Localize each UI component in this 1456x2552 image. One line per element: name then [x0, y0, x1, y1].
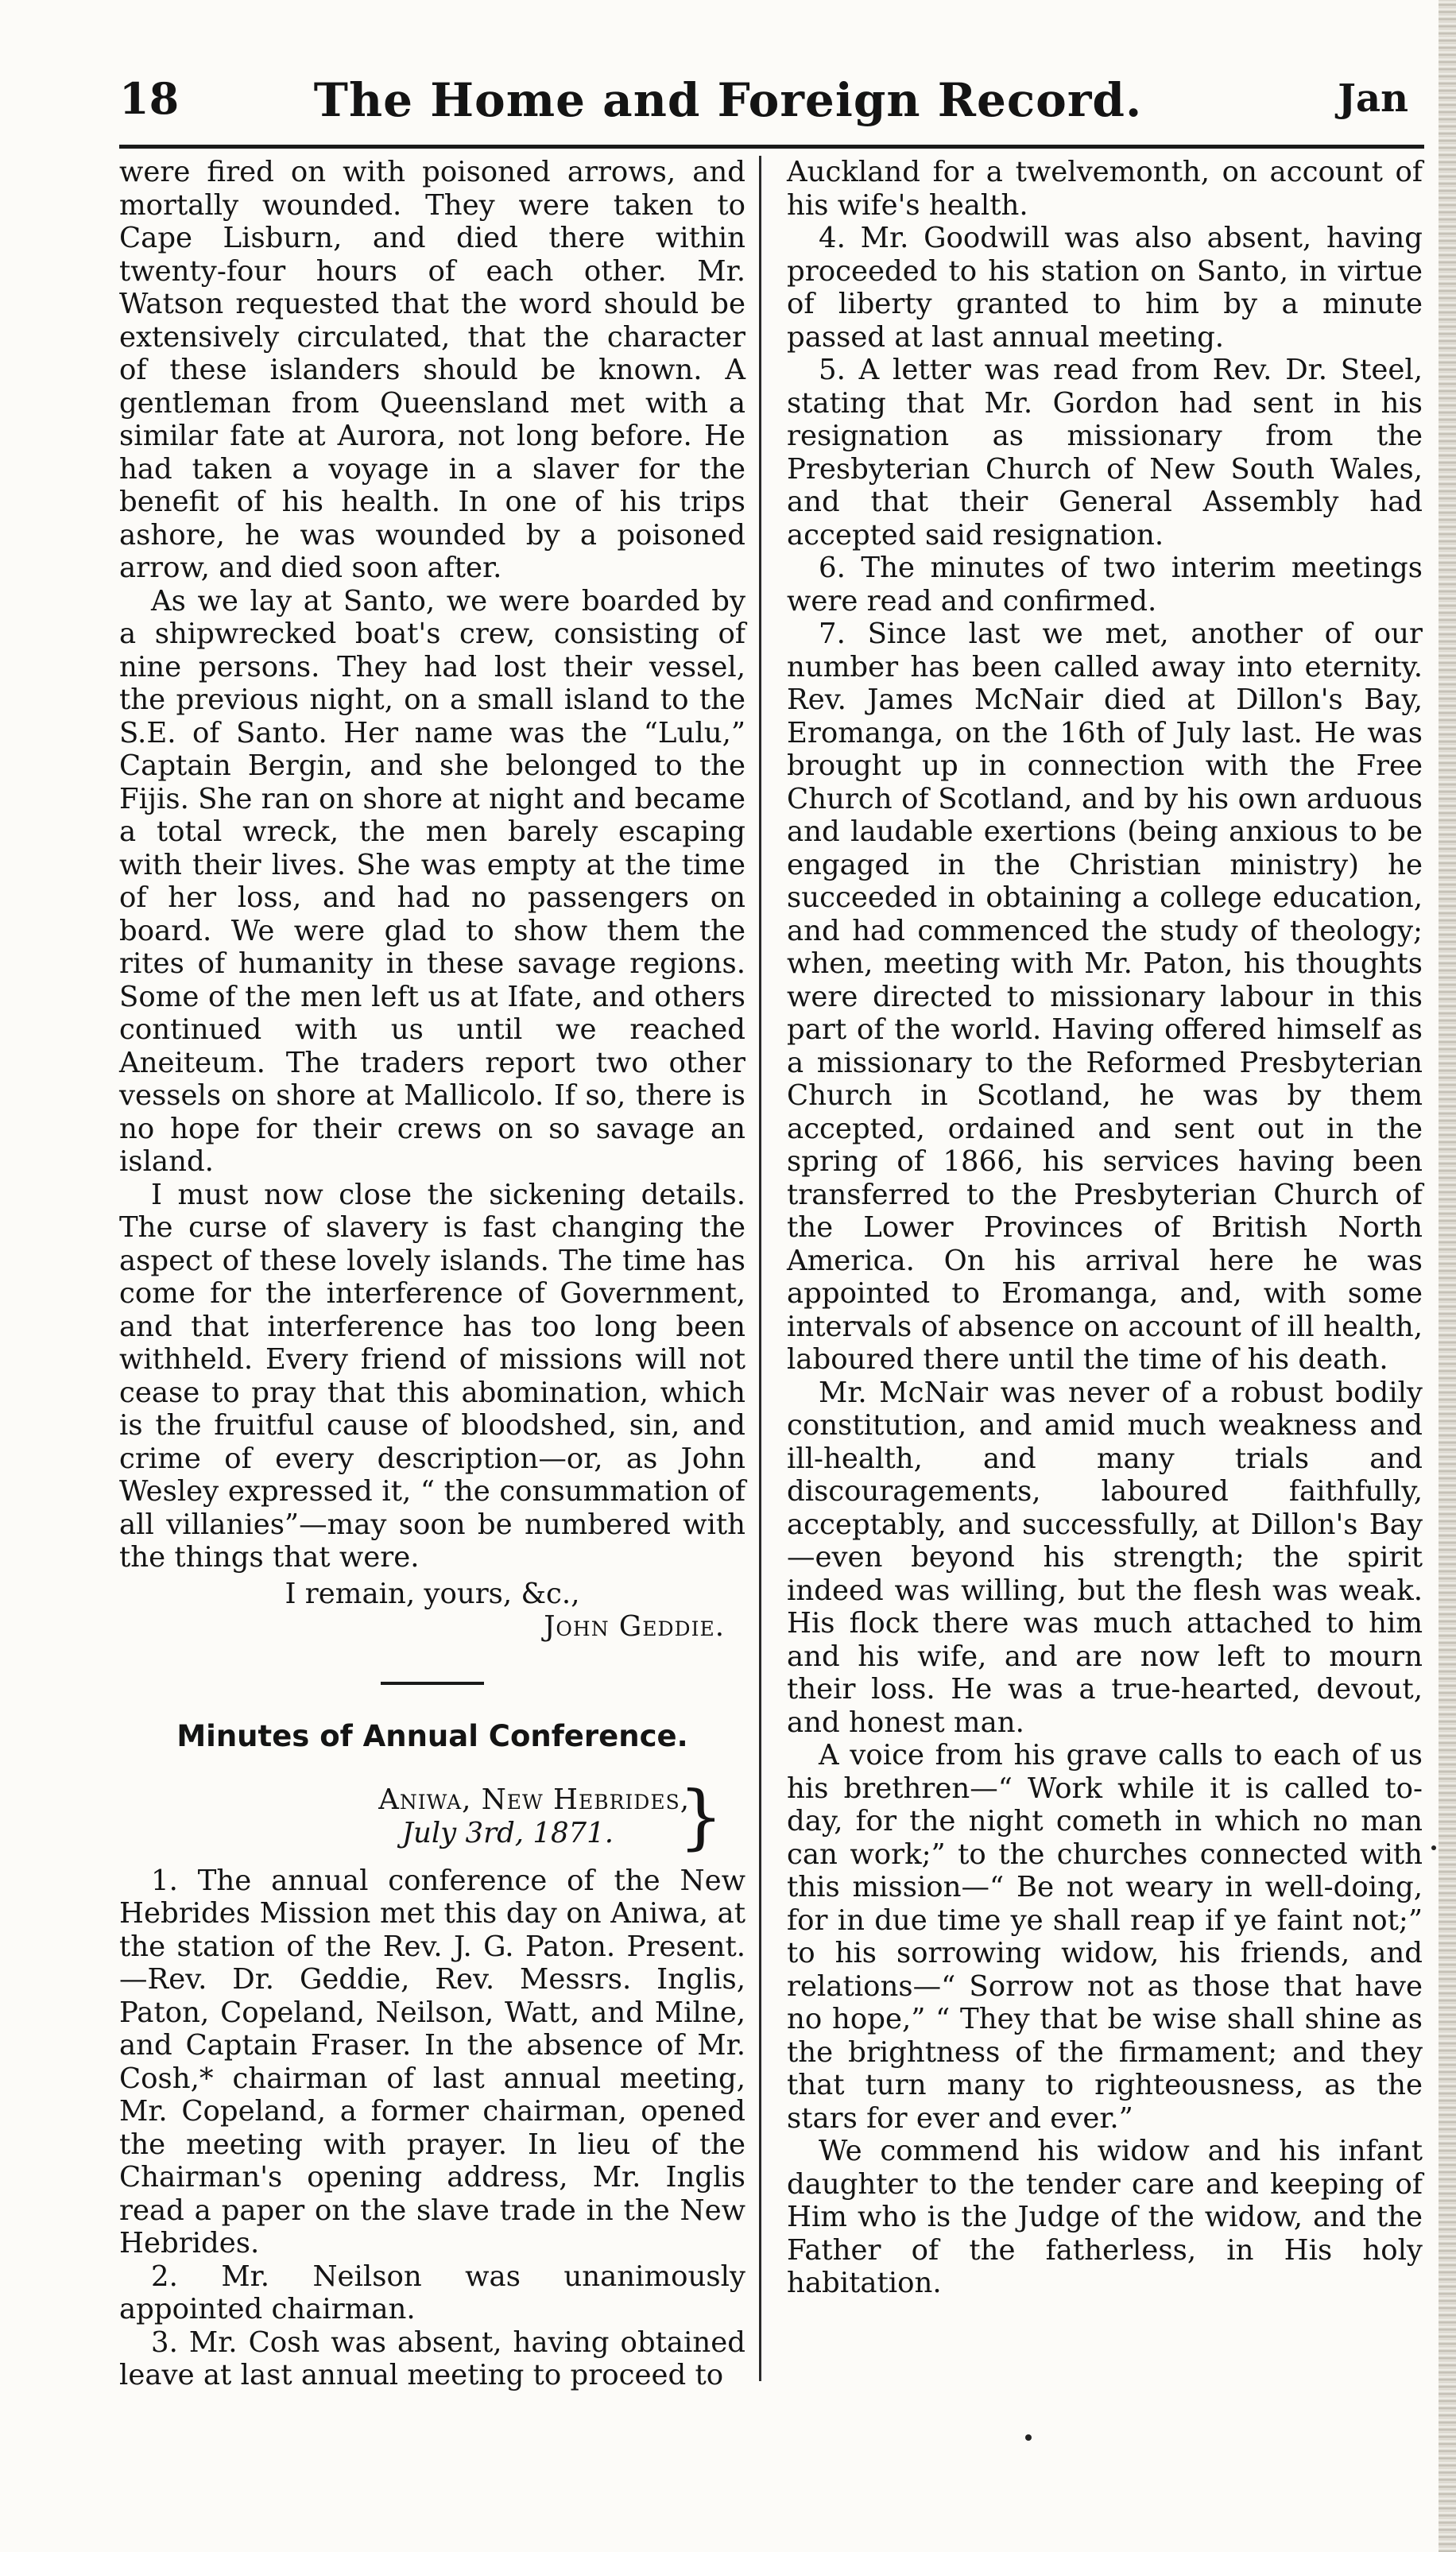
ink-speck — [1025, 2434, 1032, 2441]
dateline — [119, 1775, 745, 1860]
paragraph-mcnair-character: Mr. McNair was never of a robust bodily constitution, and amid much weakness and ill-health, and many trials and discouragements, laboured faithfully, acceptably, and successfully, at Dillon's Bay—even beyond his strength; the spirit indeed was willing, but the flesh was weak. His flock there was much attached to him and his wife, and are now left to mourn their loss. He was a true-hearted, devout, and honest man. — [787, 1376, 1423, 1739]
dateline-place: Aniwa, New Hebrides, — [378, 1783, 690, 1816]
minute-item-4: 4. Mr. Goodwill was also absent, having proceeded to his station on Santo, in virtue of liberty granted to him by a minute passed at last annual meeting. — [787, 222, 1423, 354]
page-number: 18 — [119, 73, 180, 124]
letter-signoff: I remain, yours, &c., — [285, 1577, 580, 1610]
minute-item-3: 3. Mr. Cosh was absent, having obtained leave at last annual meeting to proceed to — [119, 2325, 745, 2391]
paragraph-poisoned-arrows: were fired on with poisoned arrows, and mortally wounded. They were taken to Cape Lisburn, and died there within twenty-four hours of each other. Mr. Watson requested that the word should be extensively circulated, that the character of these islanders should be known. A gentleman from Queensland met with a similar fate at Aurora, not long before. He had taken a voyage in a slaver for the benefit of his health. In one of his trips ashore, he was wounded by a poisoned arrow, and died soon after. — [119, 156, 745, 584]
right-column — [787, 156, 1423, 2300]
paragraph-commend-widow: We commend his widow and his infant daughter to the tender care and keeping of Him who is the Judge of the widow, and the Father of the fatherless, in His holy habitation. — [787, 2135, 1423, 2299]
minute-item-7: 7. Since last we met, another of our number has been called away into eternity. Rev. James McNair died at Dillon's Bay, Eromanga, on the 16th of July last. He was brought up in connection with the Free Church of Scotland, and by his own arduous and laudable exertions (being anxious to be engaged in the Christian ministry) he succeeded in obtaining a college education, and had commenced the study of theology; when, meeting with Mr. Paton, his thoughts were directed to missionary labour in this part of the world. Having offered himself as a missionary to the Reformed Presbyterian Church in Scotland, he was by them accepted, ordained and sent out in the spring of 1866, his services having been transferred to the Presbyterian Church of the Lower Provinces of British North America. On his arrival here he was appointed to Eromanga, and, with some intervals of absence on account of ill health, laboured there until the time of his death. — [787, 618, 1423, 1376]
left-column — [119, 156, 745, 2392]
minute-item-6: 6. The minutes of two interim meetings were read and confirmed. — [787, 552, 1423, 618]
brace-glyph: } — [679, 1775, 723, 1857]
minute-item-1: 1. The annual conference of the New Hebrides Mission met this day on Aniwa, at the station of the Rev. J. G. Paton. Present.—Rev. Dr. Geddie, Rev. Messrs. Inglis, Paton, Copeland, Neilson, Watt, and Milne, and Captain Fraser. In the absence of Mr. Cosh,* chairman of last annual meeting, Mr. Copeland, a former chairman, opened the meeting with prayer. In lieu of the Chairman's opening address, Mr. Inglis read a paper on the slave trade in the New Hebrides. — [119, 1864, 745, 2260]
section-heading: Minutes of Annual Conference. — [176, 1718, 688, 1753]
header-rule — [119, 145, 1424, 149]
paragraph-voice-from-grave: A voice from his grave calls to each of us his brethren—“ Work while it is called to-day, for the night cometh in which no man can work;” to the churches connected with this mission—“ Be not weary in well-doing, for in due time ye shall reap if ye faint not;” to his sorrowing widow, his friends, and relations—“ Sorrow not as those that have no hope,” “ They that be wise shall shine as the brightness of the firmament; and they that turn many to righteousness, as the stars for ever and ever.” — [787, 1739, 1423, 2135]
issue-month: Jan — [1338, 76, 1408, 121]
page-header — [0, 0, 1456, 159]
minute-item-5: 5. A letter was read from Rev. Dr. Steel, stating that Mr. Gordon had sent in his resignation as missionary from the Presbyterian Church of New South Wales, and that their General Assembly had accepted said resignation. — [787, 354, 1423, 552]
ink-speck — [1431, 1845, 1436, 1850]
journal-title: The Home and Foreign Record. — [313, 73, 1143, 127]
dateline-date: July 3rd, 1871. — [401, 1816, 614, 1849]
paragraph-santo-shipwreck: As we lay at Santo, we were boarded by a shipwrecked boat's crew, consisting of nine persons. They had lost their vessel, the previous night, on a small island to the S.E. of Santo. Her name was the “Lulu,” Captain Bergin, and she belonged to the Fijis. She ran on shore at night and became a total wreck, the men barely escaping with their lives. She was empty at the time of her loss, and had no passengers on board. We were glad to show them the rites of humanity in these savage regions. Some of the men left us at Ifate, and others continued with us until we reached Aneiteum. The traders report two other vessels on shore at Mallicolo. If so, there is no hope for their crews on so savage an island. — [119, 584, 745, 1178]
section-divider-rule — [381, 1682, 484, 1685]
minute-item-2: 2. Mr. Neilson was unanimously appointed chairman. — [119, 2260, 745, 2325]
column-divider — [759, 156, 761, 2381]
page-edge-texture — [1439, 0, 1456, 2552]
paragraph-slavery-close: I must now close the sickening details. The curse of slavery is fast changing the aspect of these lovely islands. The time has come for the interference of Government, and that interference has too long been withheld. Every friend of missions will not cease to pray that this abomination, which is the fruitful cause of bloodshed, sin, and crime of every description—or, as John Wesley expressed it, “ the consummation of all villanies”—may soon be numbered with the things that were. — [119, 1178, 745, 1574]
paragraph-auckland-continued: Auckland for a twelvemonth, on account of his wife's health. — [787, 156, 1423, 222]
letter-signature: John Geddie. — [544, 1610, 725, 1643]
